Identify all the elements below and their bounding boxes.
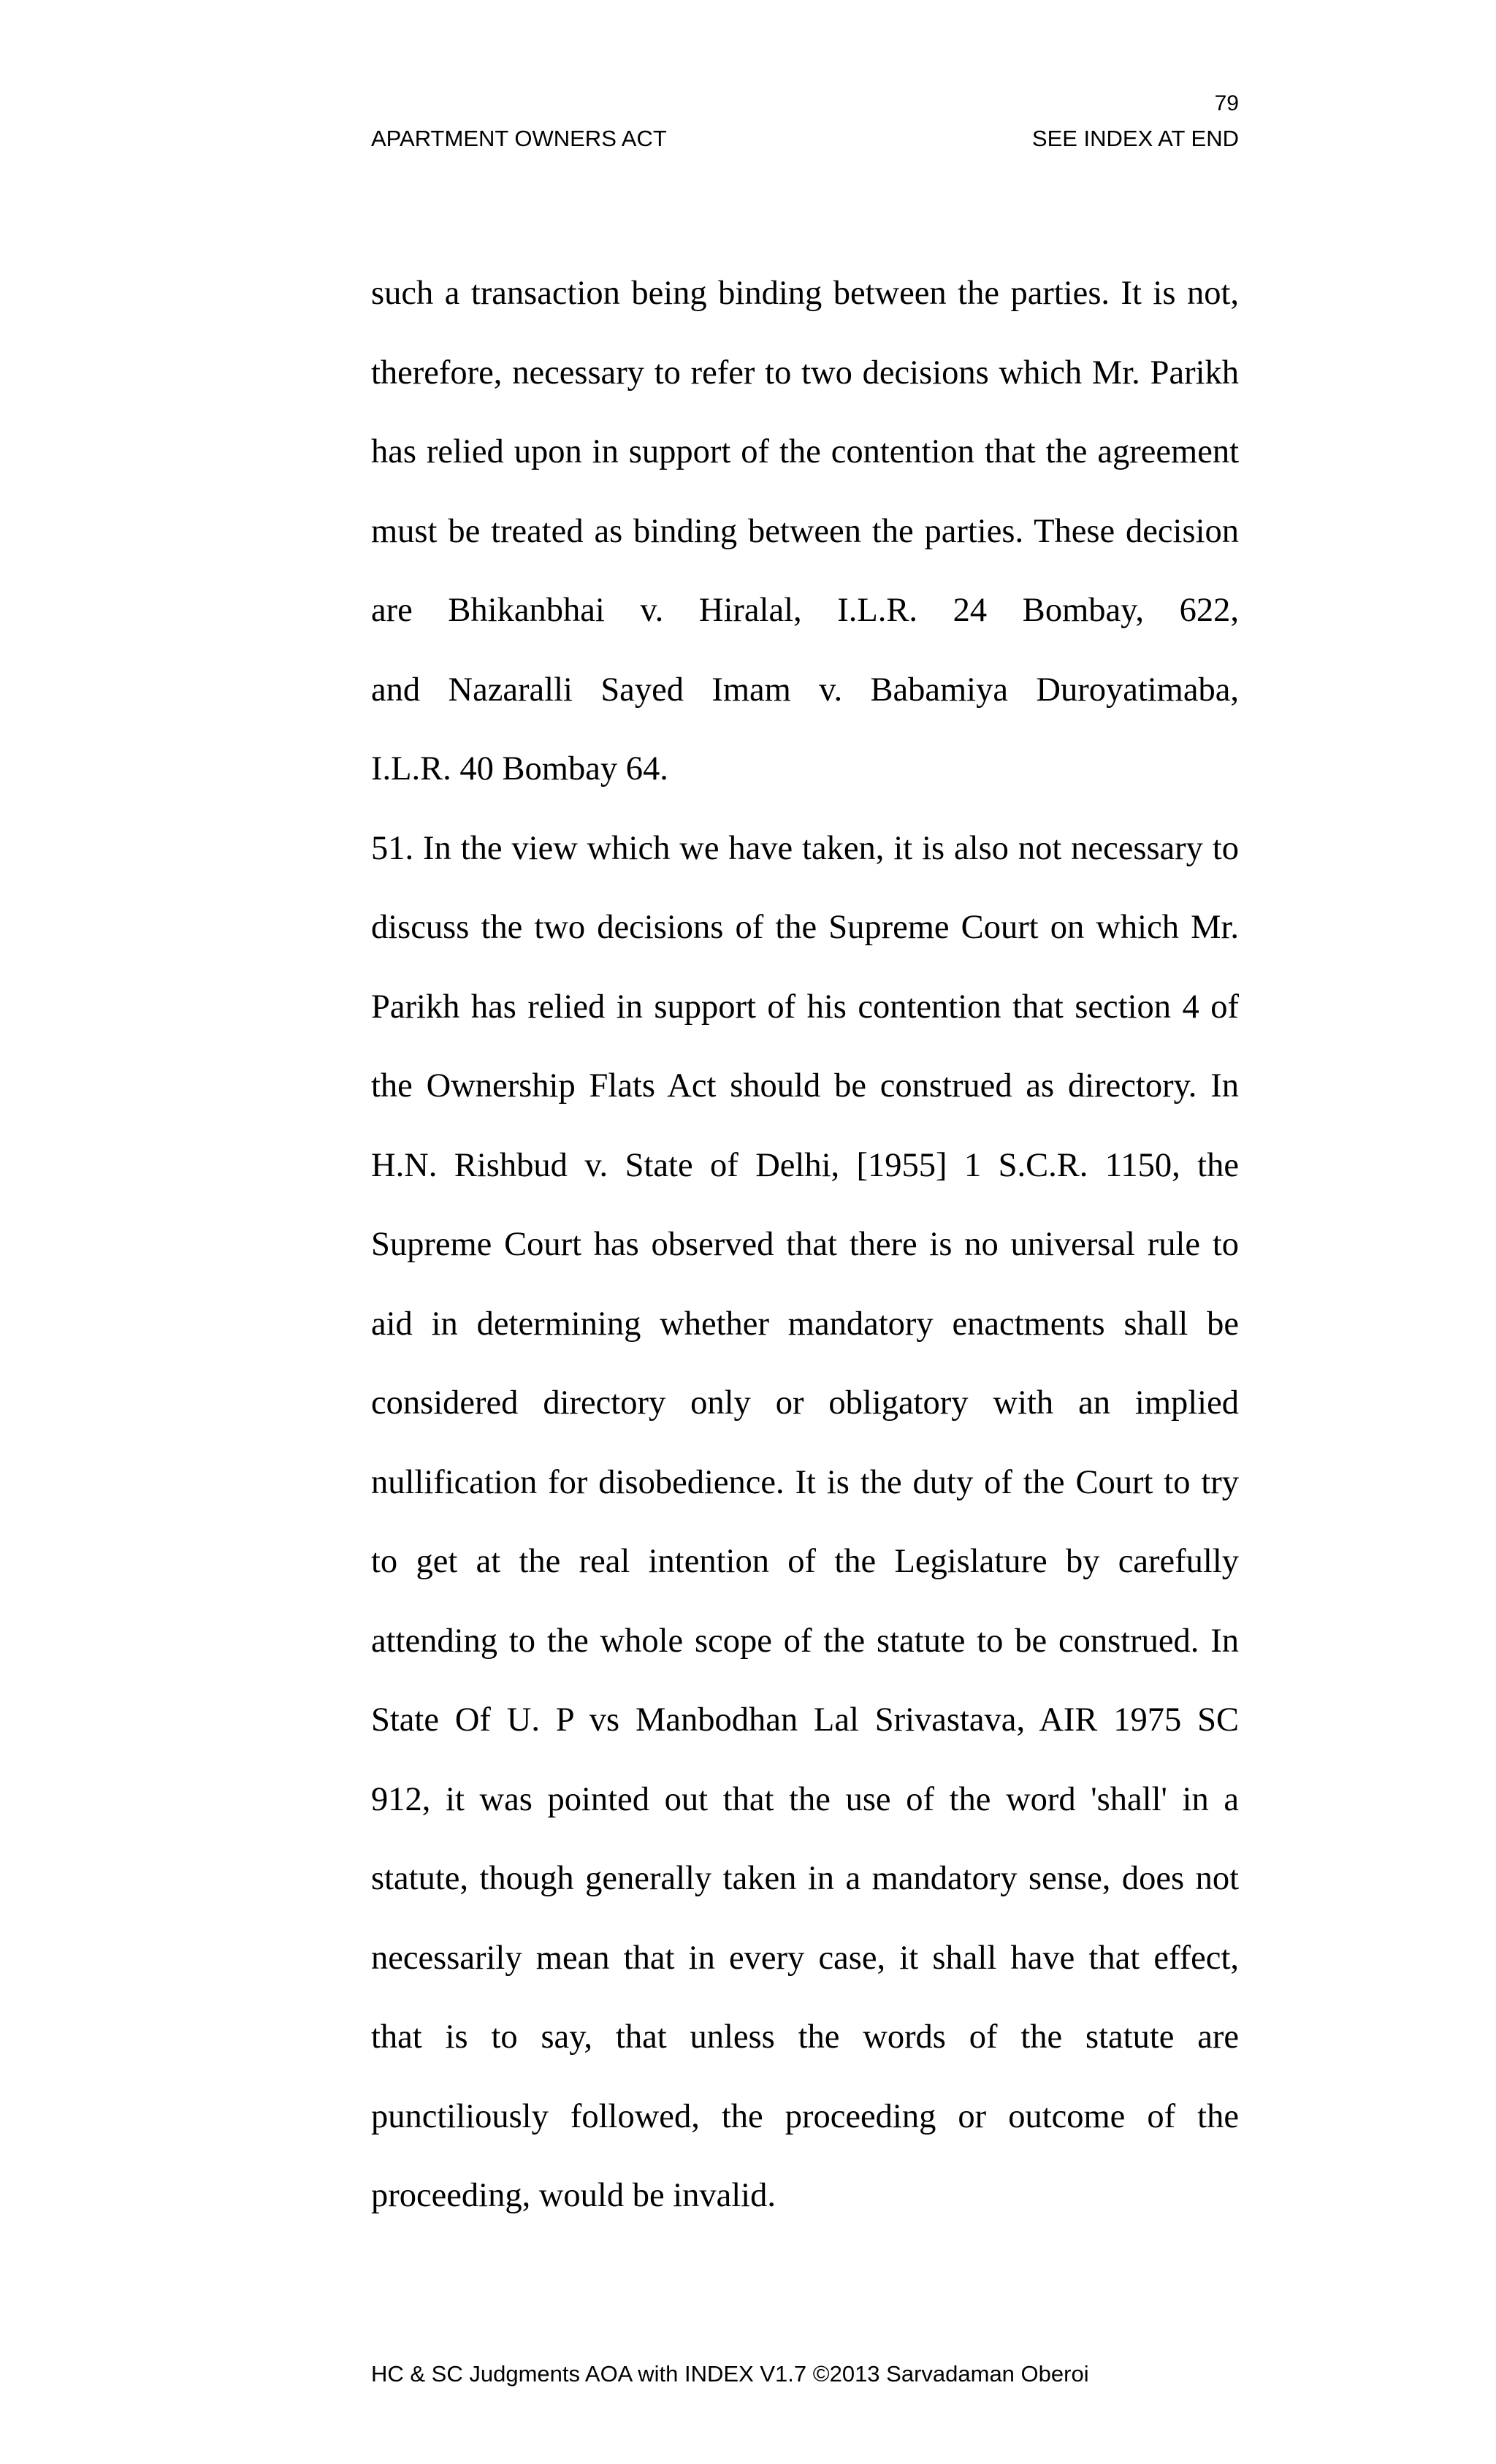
text-line: therefore, necessary to refer to two decisions which Mr. Parikh [371,354,1239,392]
text-line: has relied upon in support of the contention that the agreement [371,433,1239,470]
text-line: 912, it was pointed out that the use of the word 'shall' in a [371,1780,1239,1818]
page-number: 79 [1214,91,1239,115]
text-line: 51. In the view which we have taken, it is also not necessary to [371,829,1239,867]
text-line: Parikh has relied in support of his contention that section 4 of [371,988,1239,1026]
text-line: are Bhikanbhai v. Hiralal, I.L.R. 24 Bombay, 622, [371,592,1239,629]
text-line: proceeding, would be invalid. [371,2177,776,2214]
text-line: aid in determining whether mandatory enactments shall be [371,1305,1239,1343]
header-title: APARTMENT OWNERS ACT [371,126,667,151]
text-line: H.N. Rishbud v. State of Delhi, [1955] 1 S.C.R. 1150, the [371,1146,1239,1184]
text-line: statute, though generally taken in a mandatory sense, does not [371,1860,1239,1897]
running-header [371,124,1239,153]
body-text [371,254,1239,2236]
paragraph-continuation [371,254,1239,809]
header-index-note: SEE INDEX AT END [1031,126,1239,151]
text-line: such a transaction being binding between the parties. It is not, [371,275,1239,312]
text-line: and Nazaralli Sayed Imam v. Babamiya Duroyatimaba, [371,671,1239,709]
text-line: State Of U. P vs Manbodhan Lal Srivastava, AIR 1975 SC [371,1701,1239,1739]
text-line: considered directory only or obligatory with an implied [371,1384,1239,1422]
text-line: to get at the real intention of the Legislature by carefully [371,1543,1239,1580]
text-line: attending to the whole scope of the statute to be construed. In [371,1622,1239,1660]
text-line: I.L.R. 40 Bombay 64. [371,750,668,787]
page-footer: HC & SC Judgments AOA with INDEX V1.7 ©2013 Sarvadaman Oberoi [371,2361,1089,2387]
text-line: Supreme Court has observed that there is no universal rule to [371,1226,1239,1263]
text-line: punctiliously followed, the proceeding or outcome of the [371,2097,1239,2135]
text-line: the Ownership Flats Act should be construed as directory. In [371,1067,1239,1105]
text-line: must be treated as binding between the parties. These decision [371,512,1239,550]
text-line: that is to say, that unless the words of the statute are [371,2018,1239,2056]
text-line: discuss the two decisions of the Supreme Court on which Mr. [371,909,1239,946]
text-line: necessarily mean that in every case, it shall have that effect, [371,1939,1239,1977]
paragraph-51 [371,809,1239,2236]
text-line: nullification for disobedience. It is the duty of the Court to try [371,1463,1239,1501]
